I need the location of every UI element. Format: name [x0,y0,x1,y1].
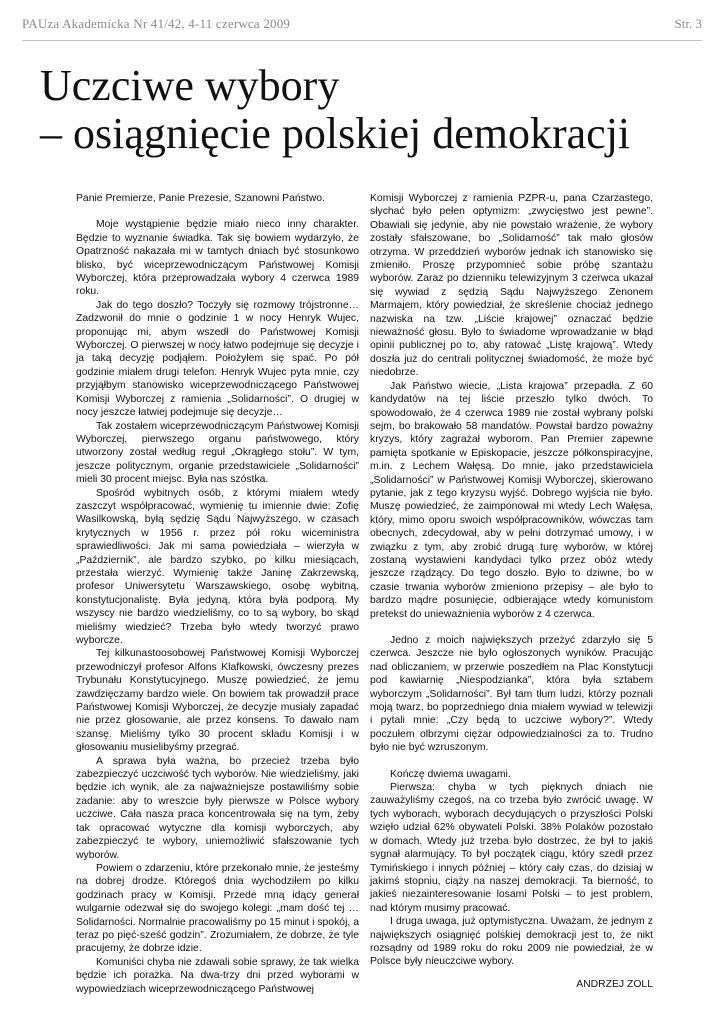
paragraph: Powiem o zdarzeniu, które przekonało mnie, że jesteśmy na dobrej drodze. Któregoś dnia wychodziłem po kilku godzinach pracy w Komisji. Przede mną idący generał wulgarnie odezwał się do swojego kolegi: „mam dość tej … Solidarności. Normalnie pracowaliśmy po 15 minut i spokój, a teraz po pięć-sześć godzin”. Zrozumiałem, że dobrze, że tyle pracujemy, że dobrze idzie. [76,862,359,955]
author-signature: ANDRZEJ ZOLL [576,978,653,990]
header-divider [22,40,702,41]
paragraph: Pierwsza: chyba w tych pięknych dniach nie zauważyliśmy czegoś, na co trzeba było zwrócić uwagę. W tych wyborach, wyborach decydujących o przyszłości Polski wzięło udział 62% obywateli Polski. 38% Polaków pozostało w domach. Wtedy już trzeba było dostrzec, że był to jakiś sygnał alarmujący. To był początek ciągu, który szedł przez Tymińskiego i innych później – który cały czas, do dzisiaj w jakimś stopniu, ciąży na naszej demokracji. Ta bierność, to jakieś niezainteresowanie losami Polski – to jest problem, nad którym musimy pracować. [370,782,653,914]
paragraph: Kończę dwiema uwagami. [390,768,511,780]
title-line-2: – osiągnięcie polskiej demokracji [40,109,631,158]
page-header [22,16,702,40]
paragraph: Komisji Wyborczej z ramienia PZPR-u, pana Czarzastego, słychać było pełen optymizm: „zwycięstwo jest pewne”. Obawiali się jedynie, aby nie powstało wrażenie, że wybory zostały sfałszowane, bo „Solidarność” tak mało głosów otrzyma. W przeddzień wyborów jednak ich stanowisko się zmieniło. Proszę przypomnieć sobie próbę szantażu wyborów. Zaraz po dzienniku telewizyjnym 3 czerwca ukazał się wywiad z sędzią Sądu Najwyższego Zenonem Marmajem, który powiedział, że skreślenie chociaż jednego nazwiska na tzw. „Liście krajowej” oznaczać będzie nieważność głosu. Było to świadome wprowadzanie w błąd opinii publicznej po to, aby ratować „Listę krajową”. Wtedy doszła już do centrali politycznej świadomość, że może być niedobrze. [370,193,653,379]
paragraph: Tej kilkunastoosobowej Państwowej Komisji Wyborczej przewodniczył profesor Alfons Klafkowski, ówczesny prezes Trybunału Konstytucyjnego. Muszę powiedzieć, że jemu zawdzięczamy bardzo wiele. On bowiem tak prowadził prace Państwowej Komisji Wyborczej, że decyzje musiały zapadać nie przez głosowanie, ale przez konsens. To dawało nam szansę. Mieliśmy tylko 30 procent składu Komisji i w głosowaniu musielibyśmy przegrać. [76,648,359,754]
article-column-left [76,192,359,996]
paragraph: Spośród wybitnych osób, z którymi miałem wtedy zaszczyt współpracować, wymienię tu imiennie dwie: Zofię Wasilkowską, byłą sędzię Sądu Najwyższego, w czasach krytycznych w 1956 r. przez pół roku wiceministra sprawiedliwości. Jak mi sama powiedziała – wierzyła w „Październik”, ale bardzo szybko, po kilku miesiącach, przestała wierzyć. Wymienię także Janinę Zakrzewską, profesor Uniwersytetu Warszawskiego, osobę wybitną, konstytucjonalistę. Była jedyną, która była podporą. My wszyscy nie bardzo wiedzieliśmy, co to są wybory, bo skąd mieliśmy wiedzieć? Trzeba było wtedy tworzyć prawo wyborcze. [76,487,359,646]
paragraph: Moje wystąpienie będzie miało nieco inny charakter. Będzie to wyznanie świadka. Tak się bowiem wydarzyło, że Opatrzność nakazała mi w tamtych dniach być stosunkowo blisko, być wiceprzewodniczącym Państwowej Komisji Wyborczej, która przeprowadzała wybory 4 czerwca 1989 roku. [76,219,359,298]
title-line-1: Uczciwe wybory [40,61,340,110]
publication-info: PAUza Akademicka Nr 41/42, 4-11 czerwca 2009 [22,16,291,31]
salutation: Panie Premierze, Panie Prezesie, Szanowni Państwo. [76,193,325,204]
paragraph: Jak Państwo wiecie, „Lista krajowa” przepadła. Z 60 kandydatów na tej liście przeszło tylko dwóch. To spowodowało, że 4 czerwca 1989 nie został wybrany polski sejm, bo brakowało 58 mandatów. Powstał bardzo poważny kryzys, który zagrażał wyborom. Pan Premier zapewne pamięta spotkanie w Episkopacie, jeszcze półkonspiracyjne, m.in. z Lechem Wałęsą. Do mnie, jako przedstawiciela „Solidarności” w Państwowej Komisji Wyborczej, skierowano pytanie, jak z tego kryzysu wyjść. Dobrego wyjścia nie było. Muszę powiedzieć, że zaimponował mi wtedy Lech Wałęsa, który, mimo oporu swoich współpracowników, wówczas tam obecnych, zdecydował, aby w pełni dotrzymać umowy, i w związku z tym, aby zrobić drugą turę wyborów, w której zostaną wystawieni kandydaci tylko przez obóz wtedy jeszcze rządzący. Do tego doszło. Było to dziwne, bo w czasie trwania wyborów zmieniono przepisy – ale było to bardzo mądre posunięcie, odbierające wtedy komunistom pretekst do unieważnienia wyborów z 4 czerwca. [370,380,653,620]
article-column-right [370,192,653,991]
paragraph: A sprawa była ważna, bo przecież trzeba było zabezpieczyć uczciwość tych wyborów. Nie wiedzieliśmy, jaki będzie ich wynik, ale za najważniejsze postawiliśmy sobie zadanie: aby to wreszcie były pierwsze w Polsce wybory uczciwe. Cała nasza praca koncentrowała się na tym, żeby tak opracować wytyczne dla komisji wyborczych, aby zabezpieczyć te wybory, uniemożliwić sfałszowanie tych wyborów. [76,755,359,861]
paragraph: Komuniści chyba nie zdawali sobie sprawy, że tak wielka będzie ich porażka. Na dwa-trzy dni przed wyborami w wypowiedziach wiceprzewodniczącego Państwowej [76,956,359,995]
page-number: Str. 3 [674,16,702,31]
paragraph: Jedno z moich największych przeżyć zdarzyło się 5 czerwca. Jeszcze nie było ogłoszonych wyników. Pracując nad obliczaniem, w przerwie poszedłem na Plac Konstytucji pod kawiarnię „Niespodzianka”, która była sztabem wyborczym „Solidarności”. Był tam tłum ludzi, którzy poznali moją twarz, bo poprzedniego dnia miałem wywiad w telewizji i pytali mnie: „Czy będą to uczciwe wybory?”. Wtedy poczułem olbrzymi ciężar odpowiedzialności za to. Trudno było nie być wzruszonym. [370,635,653,754]
paragraph: I druga uwaga, już optymistyczna. Uważam, że jednym z największych osiągnięć polskiej demokracji jest to, że nikt rozsądny od 1989 roku do roku 2009 nie powiedział, że w Polsce były nieuczciwe wybory. [370,916,653,968]
paragraph: Jak do tego doszło? Toczyły się rozmowy trójstronne… Zadzwonił do mnie o godzinie 1 w nocy Henryk Wujec, proponując mi, abym wszedł do Państwowej Komisji Wyborczej. O pierwszej w nocy łatwo podejmuje się decyzje i ja taką decyzję podjąłem. Położyłem się spać. Po pół godzinie miałem drugi telefon. Henryk Wujec pyta mnie, czy przyjąłbym stanowisko wiceprzewodniczącego Państwowej Komisji Wyborczej z ramienia „Solidarności”. O drugiej w nocy jeszcze łatwiej podejmuje się decyzje… [76,299,359,419]
article-title [40,62,700,158]
paragraph: Tak zostałem wiceprzewodniczącym Państwowej Komisji Wyborczej, pierwszego organu państwowego, który utworzony został według reguł „Okrągłego stołu”. W tym, jeszcze politycznym, organie przedstawiciele „Solidarności” mieli 30 procent miejsc. Była nas szóstka. [76,420,359,486]
